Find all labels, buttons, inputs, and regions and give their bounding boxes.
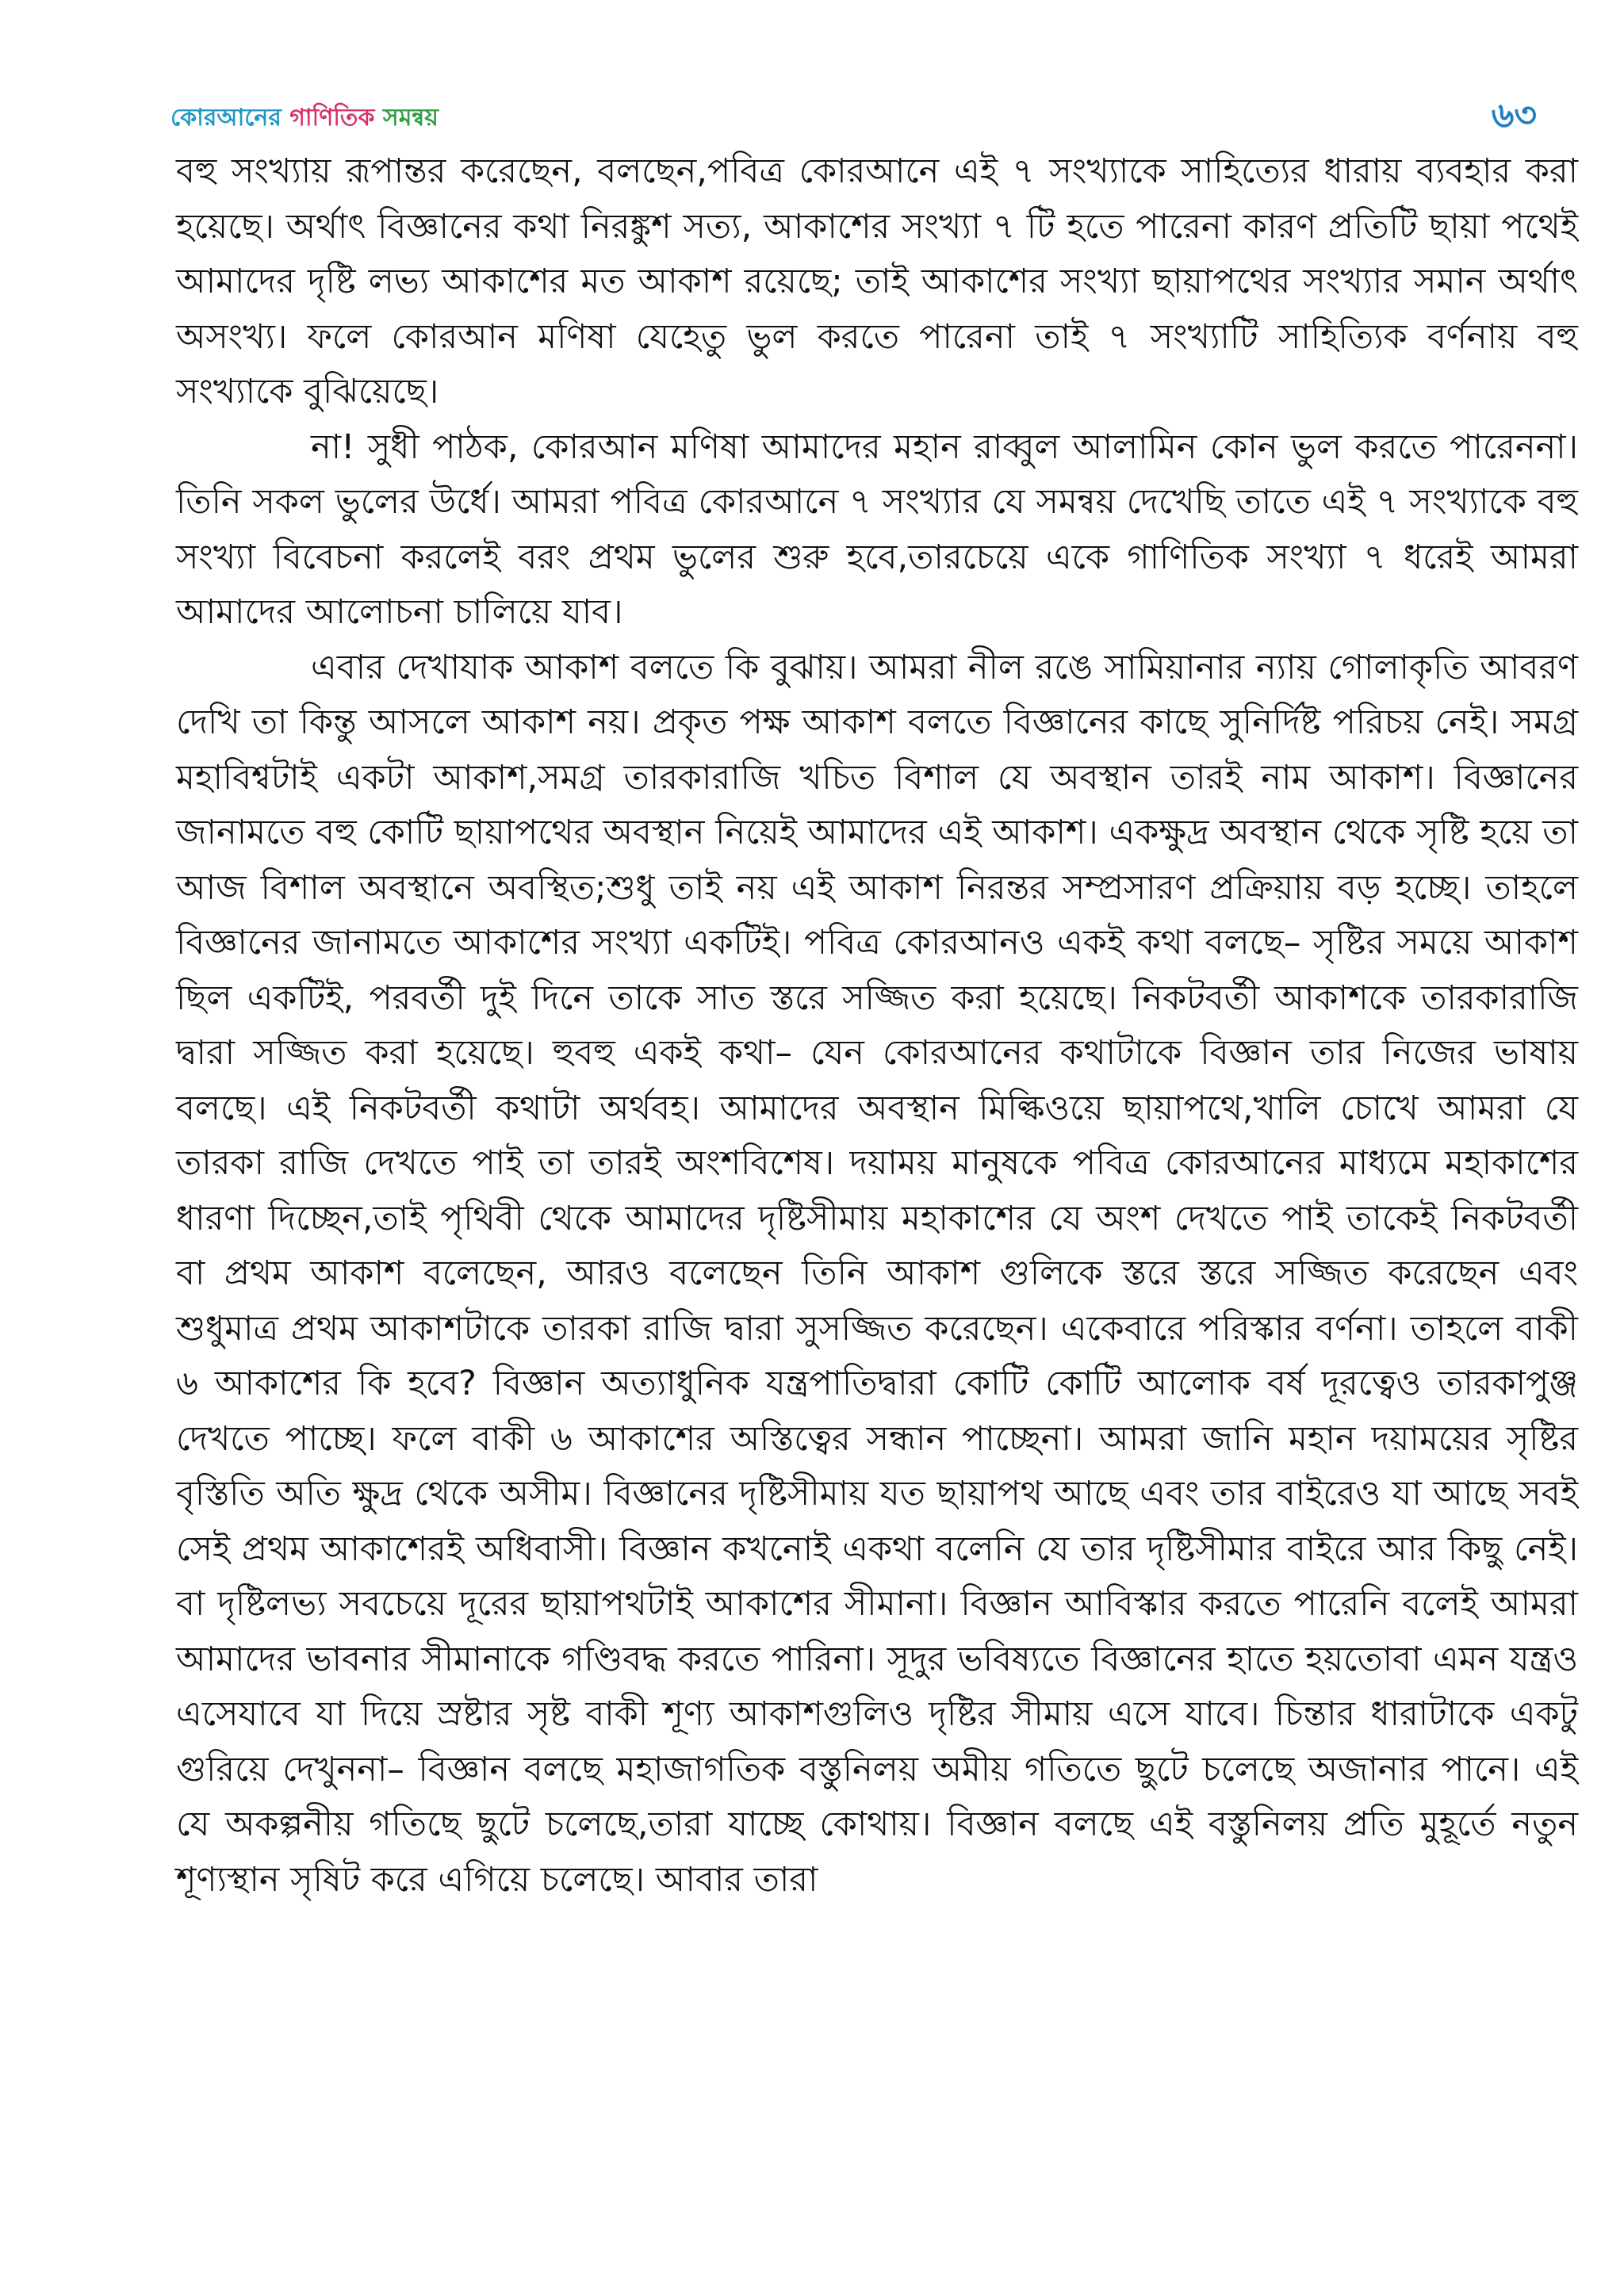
paragraph: এবার দেখাযাক আকাশ বলতে কি বুঝায়। আমরা নীল রঙে সামিয়ানার ন্যায় গোলাকৃতি আবরণ দেখি তা কিন্তু আসলে আকাশ নয়। প্রকৃত পক্ষ আকাশ বলতে বিজ্ঞানের কাছে সুনির্দিষ্ট পরিচয় নেই। সমগ্র মহাবিশ্বটাই একটা আকাশ,সমগ্র তারকারাজি খচিত বিশাল যে অবস্থান তারই নাম আকাশ। বিজ্ঞানের জানামতে বহু কোটি ছায়াপথের অবস্থান নিয়েই আমাদের এই আকাশ। একক্ষুদ্র ‌অবস্থান থেকে সৃষ্টি হয়ে তা আজ বিশাল অবস্থানে অবস্থিত;শুধু তাই নয় এই আকাশ নিরন্তর সম্প্রসারণ প্রক্রিয়ায় বড় হচ্ছে। তাহলে বিজ্ঞানের জানামতে আকাশের সংখ্যা একটিই। পবিত্র কোরআনও একই কথা বলছে– সৃষ্টির সময়ে আকাশ ছিল একটিই, পরবর্তী দুই দিনে তাকে সাত স্তরে সজ্জিত করা হয়েছে। নিকটবর্তী আকাশকে তারকারাজি দ্বারা সজ্জিত করা হয়েছে। হুবহু একই কথা– যেন কোরআনের কথাটাকে বিজ্ঞান তার নিজের ভাষায় বলছে। এই নিকটবর্তী কথাটা অর্থবহ। আমাদের অবস্থান মিল্কিওয়ে ছায়াপথে,খালি চোখে আমরা যে তারকা রাজি দেখতে পাই তা তারই অংশবিশেষ। দয়াময় মানুষকে পবিত্র কোরআনের মাধ্যমে মহাকাশের ধারণা দিচ্ছেন,তাই পৃথিবী থেকে আমাদের দৃষ্টিসীমায় মহাকাশের যে অংশ দেখতে পাই তাকেই নিকটবর্তী বা প্রথম আকাশ বলেছেন, আরও বলেছেন তিনি আকাশ গুলিকে স্তরে স্তরে সজ্জিত করেছেন এবং শুধুমাত্র প্রথম আকাশটাকে তারকা রাজি দ্বারা সুসজ্জিত করেছেন। একেবারে পরিস্কার বর্ণনা। তাহলে বাকী ৬ আকাশের কি হবে? বিজ্ঞান অত্যাধুনিক যন্ত্রপাতিদ্বারা কোটি কোটি আলোক বর্ষ দূরত্বেও তারকাপুঞ্জ দেখতে পাচ্ছে। ফলে বাকী ৬ আকাশের অস্তিত্বের সন্ধান পাচ্ছেনা। আমরা জানি মহান দয়াময়ের সৃষ্টির বৃস্তিতি অতি ক্ষুদ্র থেকে অসীম। বিজ্ঞানের দৃষ্টিসীমায় যত ছায়াপথ আছে এবং তার বাইরেও যা আছে সবই সেই প্রথম আকাশেরই অধিবাসী। বিজ্ঞান কখনোই একথা বলেনি যে তার দৃষ্টিসীমার বাইরে আর কিছু নেই। বা দৃষ্টিলভ্য সবচেয়ে দূরের ছায়াপথটাই আকাশের সীমানা। বিজ্ঞান আবিস্কার করতে পারেনি বলেই আমরা আমাদের ভাবনার সীমানাকে গণ্ডিবদ্ধ করতে পারিনা। সূদুর ভবিষ্যতে বিজ্ঞানের হাতে হয়তোবা এমন যন্ত্রও এসেযাবে যা দিয়ে স্রষ্টার সৃষ্ট বাকী শূণ্য আকাশগুলিও দৃষ্টির সীমায় এসে যাবে। চিন্তার ধারাটাকে একটু গুরিয়ে দেখুননা– বিজ্ঞান বলছে মহাজাগতিক বস্তুনিলয় অমীয় গতিতে ছুটে চলেছে অজানার পানে। এই যে অকল্পনীয় গতিছে ছুটে চলেছে,তারা যাচ্ছে কোথায়। বিজ্ঞান বলছে এই বস্তুনিলয় প্রতি মুহূর্তে নতুন শূণ্যস্থান সৃষিট করে এগিয়ে চলেছে। আবার তারা bbox=[176, 647, 1578, 1900]
paragraph: না! সুধী পাঠক, কোরআন মণিষা আমাদের মহান রাব্বুল আলামিন কোন ভুল করতে পারেননা। তিনি সকল ভুলের উর্ধে। আমরা পবিত্র কোরআনে ৭ সংখ্যার যে সমন্বয় দেখেছি তাতে এই ৭ সংখ্যাকে বহু সংখ্যা বিবেচনা করলেই বরং প্রথম ভুলের শুরু হবে,তারচেয়ে একে গাণিতিক সংখ্যা ৭ ধরেই আমরা আমাদের আলোচনা চালিয়ে যাব। bbox=[176, 427, 1578, 632]
body-text bbox=[176, 144, 1578, 1908]
page-number: ৬৩ bbox=[1491, 95, 1537, 136]
running-title-part-1: কোরআনের bbox=[170, 104, 290, 132]
running-title-part-3: সমন্বয় bbox=[382, 104, 439, 132]
paragraph: বহু সংখ্যায় রূপান্তর করেছেন, বলছেন,পবিত্র কোরআনে এই ৭ সংখ্যাকে সাহিত্যের ধারায় ব্যবহার করা হয়েছে। অর্থাৎ বিজ্ঞানের কথা নিরঙ্কুশ সত্য, আকাশের সংখ্যা ৭ টি হতে পারেনা কারণ প্রতিটি ছায়া পথেই আমাদের দৃষ্টি লভ্য আকাশের মত আকাশ রয়েছে; তাই আকাশের সংখ্যা ছায়াপথের সংখ্যার সমান অর্থাৎ অসংখ্য। ফলে কোরআন মণিষা যেহেতু ভুল করতে পারেনা তাই ৭ সংখ্যাটি সাহিত্যিক বর্ণনায় বহু সংখ্যাকে বুঝিয়েছে। bbox=[176, 151, 1578, 411]
running-title-part-2: গাণিতিক bbox=[289, 104, 383, 132]
page-header bbox=[163, 89, 1537, 136]
running-title bbox=[170, 98, 439, 139]
